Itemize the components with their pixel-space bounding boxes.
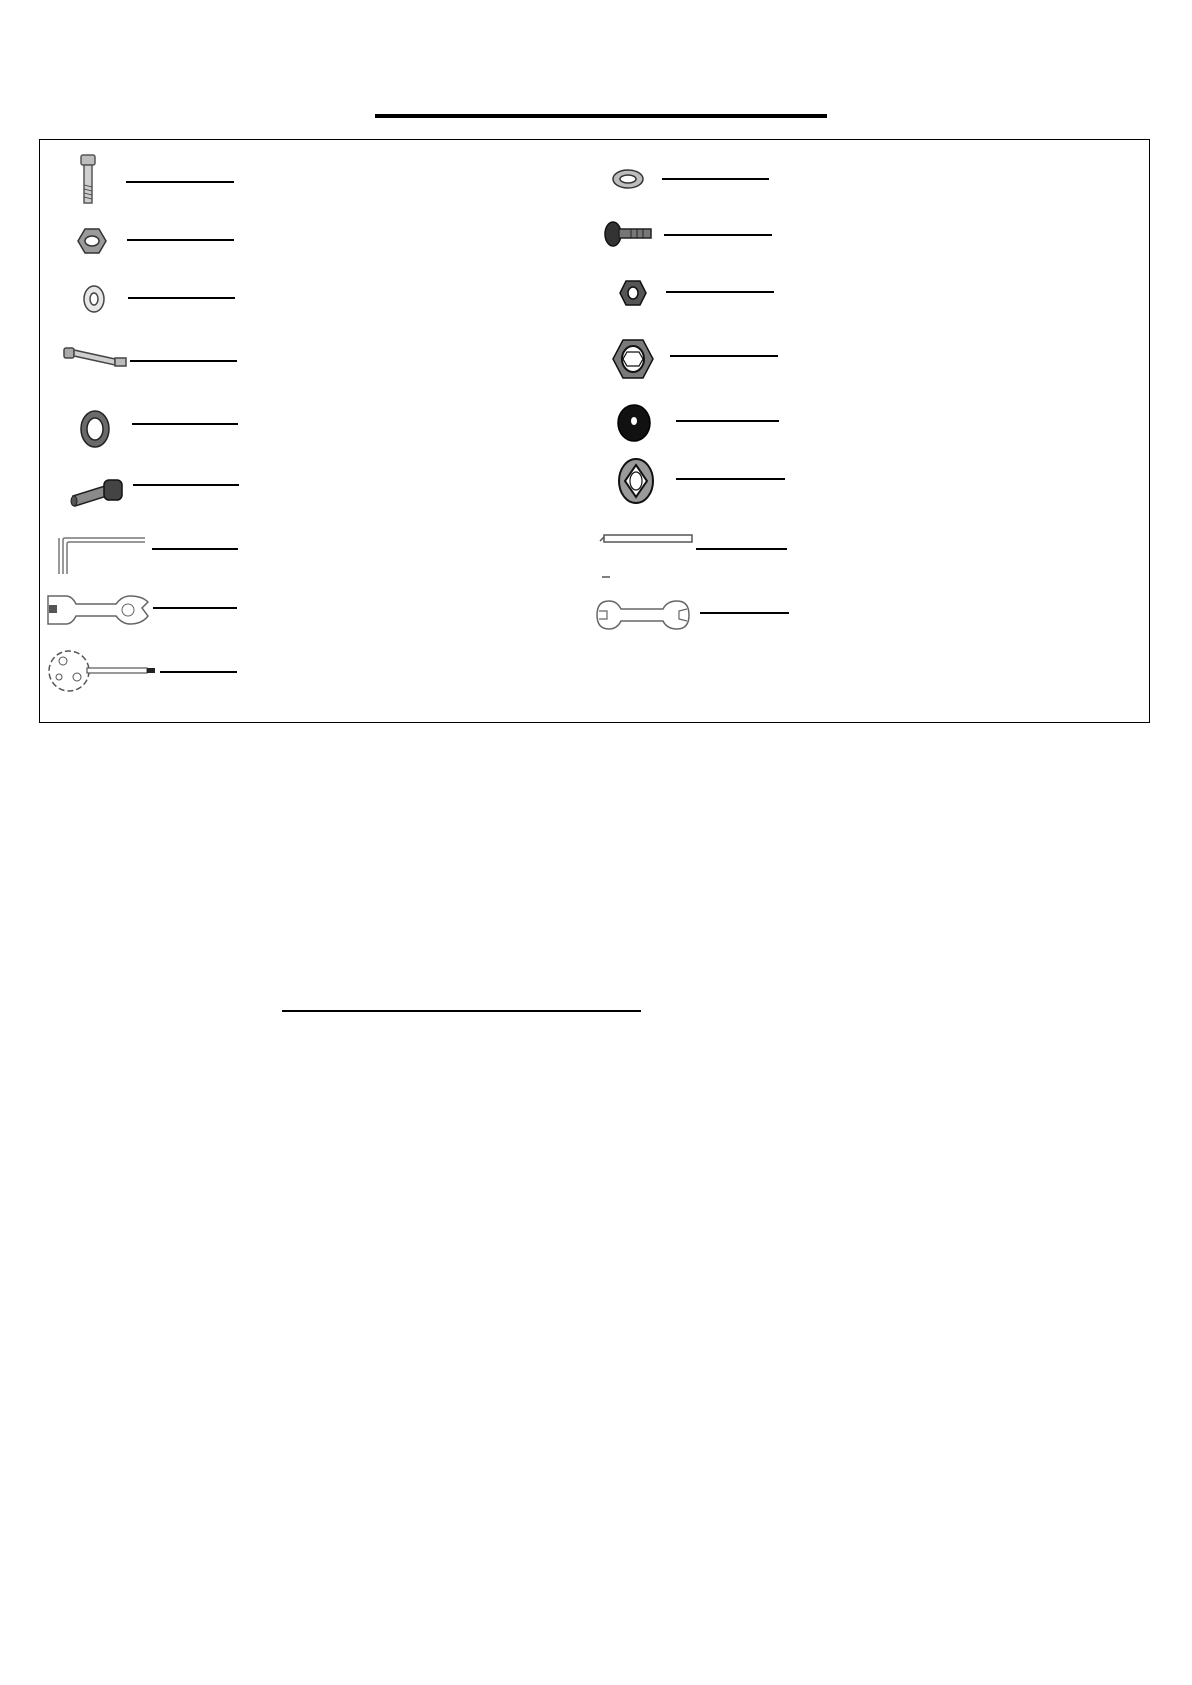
long-allen-key-icon — [598, 533, 694, 579]
open-end-wrench-icon — [595, 597, 691, 633]
leader-line — [666, 291, 774, 293]
leader-line — [670, 355, 778, 357]
small-hex-nut-icon — [619, 279, 647, 307]
leader-line — [126, 181, 234, 183]
hex-nut-icon — [77, 227, 107, 255]
large-lock-nut-icon — [612, 338, 654, 380]
spacer-washer-icon — [616, 403, 652, 443]
long-shoulder-bolt-icon — [63, 345, 127, 369]
hardware-parts-box — [39, 139, 1150, 723]
allen-key-icon — [55, 536, 147, 576]
double-open-wrench-icon — [46, 592, 152, 628]
socket-cap-screw-icon — [71, 478, 125, 508]
spring-washer-icon — [617, 457, 655, 505]
leader-line — [132, 423, 238, 425]
title-underline — [375, 114, 827, 118]
multi-spanner-tool-icon — [47, 647, 159, 695]
leader-line — [153, 607, 237, 609]
leader-line — [664, 234, 772, 236]
leader-line — [130, 360, 237, 362]
leader-line — [152, 548, 238, 550]
section-heading-underline — [282, 1010, 641, 1012]
small-washer-icon — [611, 168, 645, 190]
leader-line — [127, 239, 234, 241]
thick-washer-icon — [79, 409, 111, 449]
leader-line — [662, 178, 769, 180]
leader-line — [160, 671, 237, 673]
carriage-bolt-icon — [603, 219, 655, 249]
leader-line — [128, 297, 235, 299]
leader-line — [676, 478, 785, 480]
flat-washer-icon — [82, 284, 106, 314]
leader-line — [700, 612, 789, 614]
leader-line — [133, 484, 239, 486]
leader-line — [696, 548, 787, 550]
leader-line — [676, 420, 779, 422]
hex-bolt-icon — [74, 153, 104, 205]
